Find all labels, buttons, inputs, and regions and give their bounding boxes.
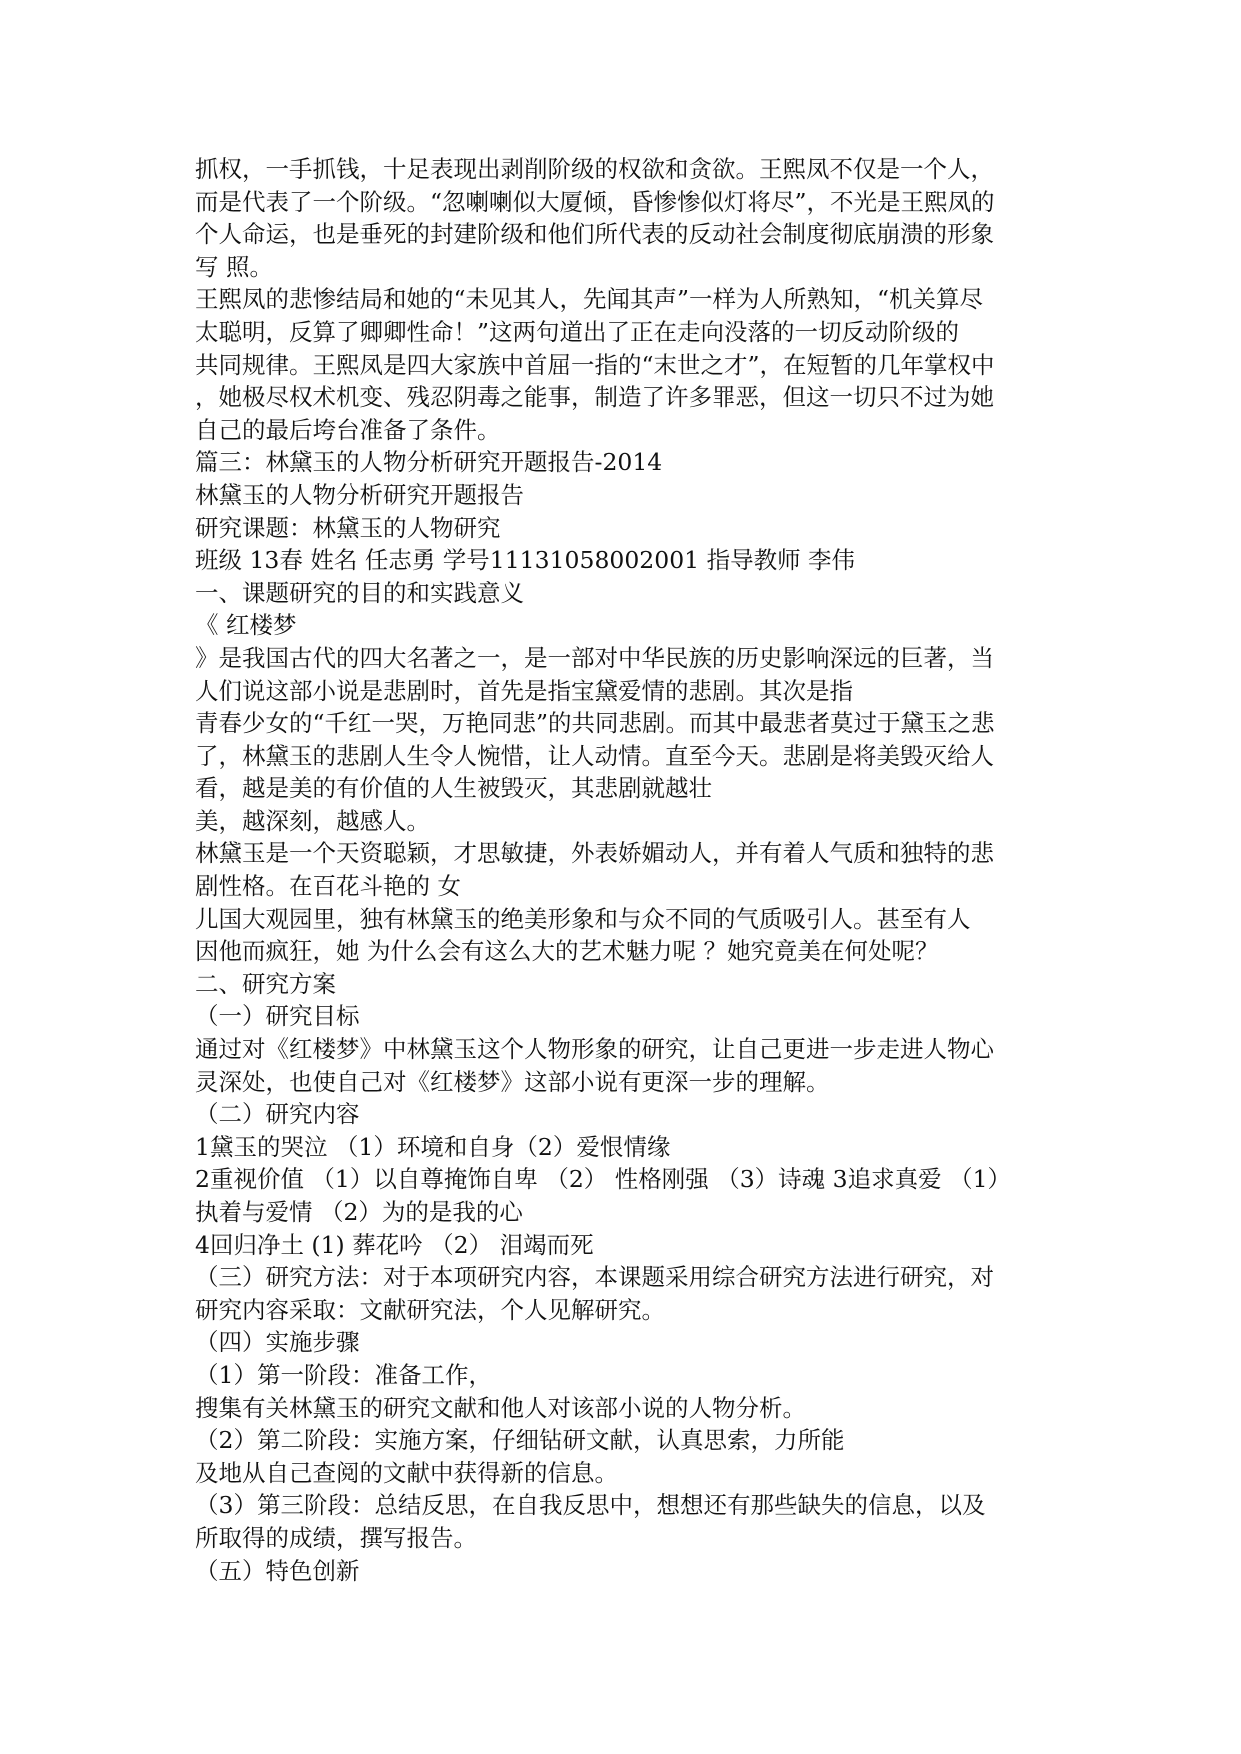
text-line: 王熙凤的悲惨结局和她的“未见其人，先闻其声”一样为人所熟知，“机关算尽: [195, 285, 984, 314]
section-heading: 篇三：林黛玉的人物分析研究开题报告-2014: [195, 448, 663, 477]
subsection-heading: （二）研究内容: [195, 1100, 360, 1129]
text-line: 美，越深刻，越感人。: [195, 806, 430, 835]
document-body: [195, 153, 1055, 1587]
text-line: 》是我国古代的四大名著之一，是一部对中华民族的历史影响深远的巨著，当: [195, 643, 994, 672]
text-line: 青春少女的“千红一哭，万艳同悲”的共同悲剧。而其中最悲者莫过于黛玉之悲: [195, 709, 995, 738]
section-heading: 二、研究方案: [195, 969, 336, 998]
text-line: 4回归净土 (1) 葬花吟 （2） 泪竭而死: [195, 1230, 594, 1259]
text-line: 太聪明，反算了卿卿性命！”这两句道出了正在走向没落的一切反动阶级的: [195, 317, 960, 346]
text-line: 了，林黛玉的悲剧人生令人惋惜，让人动情。直至今天。悲剧是将美毁灭给人: [195, 741, 994, 770]
text-line: （3）第三阶段：总结反思，在自我反思中，想想还有那些缺失的信息，以及: [195, 1491, 986, 1520]
text-line: 个人命运，也是垂死的封建阶级和他们所代表的反动社会制度彻底崩溃的形象: [195, 220, 994, 249]
research-topic: 研究课题：林黛玉的人物研究: [195, 513, 501, 542]
subsection-heading: （四）实施步骤: [195, 1328, 360, 1357]
text-line: （三）研究方法：对于本项研究内容，本课题采用综合研究方法进行研究，对: [195, 1263, 994, 1292]
text-line: 林黛玉是一个天资聪颖，才思敏捷，外表娇媚动人，并有着人气质和独特的悲: [195, 839, 994, 868]
text-line: 执着与爱情 （2）为的是我的心: [195, 1198, 523, 1226]
text-line: 儿国大观园里，独有林黛玉的绝美形象和与众不同的气质吸引人。甚至有人: [195, 904, 971, 933]
text-line: 所取得的成绩，撰写报告。: [195, 1523, 477, 1552]
text-line: 2重视价值 （1）以自尊掩饰自卑 （2） 性格刚强 （3）诗魂 3追求真爱 （1）: [195, 1165, 1012, 1194]
student-info: 班级 13春 姓名 任志勇 学号11131058002001 指导教师 李伟: [195, 546, 856, 575]
text-line: （2）第二阶段：实施方案，仔细钻研文献，认真思索，力所能: [195, 1426, 845, 1455]
text-line: 抓权，一手抓钱，十足表现出剥削阶级的权欲和贪欲。王熙凤不仅是一个人，: [195, 155, 994, 183]
subsection-heading: （一）研究目标: [195, 1002, 360, 1031]
text-line: 看，越是美的有价值的人生被毁灭，其悲剧就越壮: [195, 774, 712, 803]
report-title: 林黛玉的人物分析研究开题报告: [195, 480, 524, 509]
text-line: 《 红楼梦: [195, 611, 297, 640]
section-heading: 一、课题研究的目的和实践意义: [195, 578, 524, 607]
text-line: ，她极尽权术机变、残忍阴毒之能事，制造了许多罪恶，但这一切只不过为她: [195, 383, 994, 412]
text-line: 及地从自己查阅的文献中获得新的信息。: [195, 1458, 618, 1487]
text-line: 自己的最后垮台准备了条件。: [195, 415, 501, 444]
text-line: 1黛玉的哭泣 （1）环境和自身（2）爱恨情缘: [195, 1132, 671, 1161]
text-line: （1）第一阶段：准备工作，: [195, 1360, 492, 1389]
text-line: 写 照。: [195, 252, 273, 281]
text-line: 剧性格。在百花斗艳的 女: [195, 872, 461, 901]
text-line: 灵深处，也使自己对《红楼梦》这部小说有更深一步的理解。: [195, 1067, 830, 1096]
text-line: 通过对《红楼梦》中林黛玉这个人物形象的研究，让自己更进一步走进人物心: [195, 1035, 994, 1064]
text-line: 人们说这部小说是悲剧时，首先是指宝黛爱情的悲剧。其次是指: [195, 676, 853, 705]
text-line: 研究内容采取：文献研究法，个人见解研究。: [195, 1295, 665, 1324]
text-line: 搜集有关林黛玉的研究文献和他人对该部小说的人物分析。: [195, 1393, 806, 1422]
text-line: 因他而疯狂，她 为什么会有这么大的艺术魅力呢 ？她究竟美在何处呢？: [195, 937, 939, 966]
subsection-heading: （五）特色创新: [195, 1556, 360, 1585]
text-line: 共同规律。王熙凤是四大家族中首屈一指的“末世之才”，在短暂的几年掌权中: [195, 350, 995, 379]
text-line: 而是代表了一个阶级。“忽喇喇似大厦倾，昏惨惨似灯将尽”，不光是王熙凤的: [195, 187, 995, 216]
